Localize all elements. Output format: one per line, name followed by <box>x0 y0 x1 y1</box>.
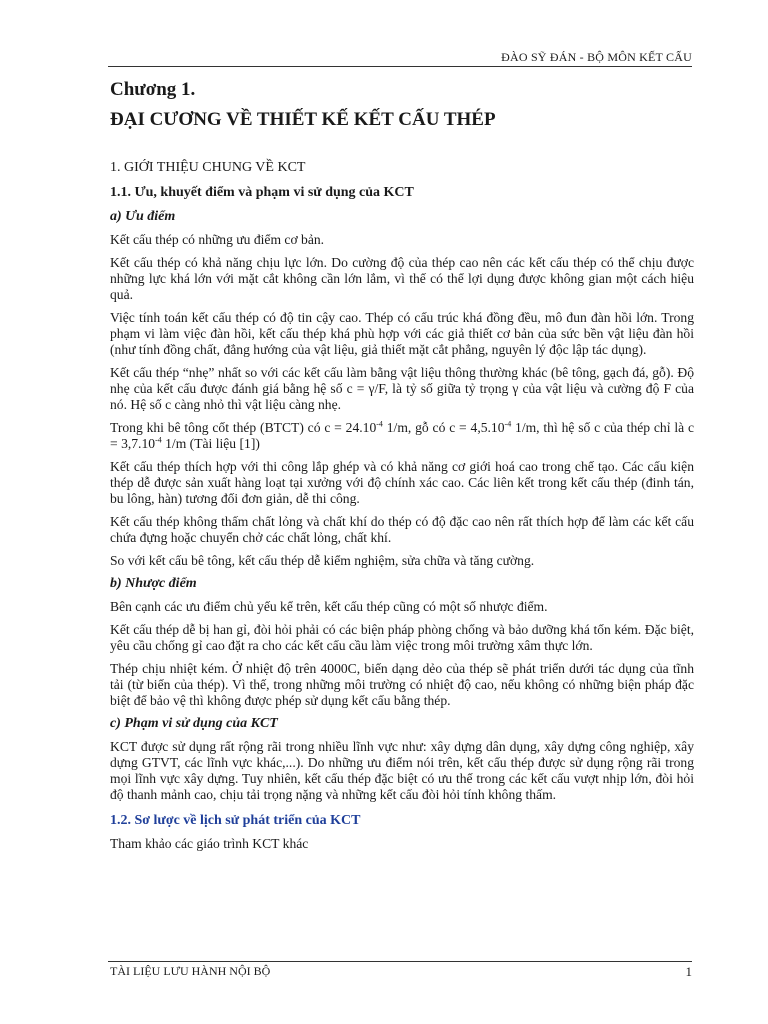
paragraph: Kết cấu thép có những ưu điểm cơ bản. <box>110 232 325 247</box>
paragraph: Kết cấu thép không thấm chất lỏng và chất khí do thép có độ đặc cao nên rất thích hợp để làm các kết cấu chứa đựng hoặc chuyển chở các chất lỏng, chất khí. <box>110 514 694 545</box>
text-run: 1/m, gỗ có c = 4,5.10 <box>382 420 505 435</box>
text-run: 1/m (Tài liệu [1]) <box>161 436 260 451</box>
section-heading: 1. GIỚI THIỆU CHUNG VỀ KCT <box>110 160 306 175</box>
paragraph: Thép chịu nhiệt kém. Ở nhiệt độ trên 4000C, biến dạng dẻo của thép sẽ phát triển dưới tác dụng của tĩnh tải (từ biến của thép). Vì thế, trong những môi trường có nhiệt độ cao, nếu không có những biện pháp đặc biệt để bảo vệ thì không được phép sử dụng kết cấu bằng thép. <box>110 661 694 708</box>
text-run: Trong khi bê tông cốt thép (BTCT) có c = 24.10 <box>110 420 377 435</box>
paragraph: Tham khảo các giáo trình KCT khác <box>110 836 309 851</box>
running-header: ĐÀO SỸ ĐÁN - BỘ MÔN KẾT CẤU <box>501 50 692 64</box>
paragraph-coefficients <box>110 420 694 452</box>
paragraph: Kết cấu thép thích hợp với thi công lắp ghép và có khả năng cơ giới hoá cao trong chế tạo. Các cấu kiện thép dễ được sản xuất hàng loạt tại xưởng với độ chính xác cao. Các liên kết trong kết cấu thép (đinh tán, bu lông, hàn) tương đối đơn giản, dễ thi công. <box>110 459 694 506</box>
superscript: -4 <box>504 419 512 429</box>
paragraph: Kết cấu thép dễ bị han gỉ, đòi hỏi phải có các biện pháp phòng chống và bảo dưỡng khá tốn kém. Đặc biệt, yêu cầu chống gỉ cao đặt ra cho các kết cấu cầu làm việc trong môi trường xâm thực lớn. <box>110 622 694 653</box>
paragraph: KCT được sử dụng rất rộng rãi trong nhiều lĩnh vực như: xây dựng dân dụng, xây dựng công nghiệp, xây dựng GTVT, các lĩnh vực khác,...). Do những ưu điểm nói trên, kết cấu thép được sử dụng rộng rãi trong mọi lĩnh vực xây dựng. Tuy nhiên, kết cấu thép đặc biệt có ưu thế trong các kết cấu vượt nhịp lớn, đòi hỏi độ thanh mảnh cao, chịu tải trọng nặng và những kết cấu đòi hỏi tính không thấm. <box>110 739 694 802</box>
paragraph: Việc tính toán kết cấu thép có độ tin cậy cao. Thép có cấu trúc khá đồng đều, mô đun đàn hồi lớn. Trong phạm vi làm việc đàn hồi, kết cấu thép khá phù hợp với các giả thiết cơ bản của sức bền vật liệu đàn hồi (như tính đồng chất, đẳng hướng của vật liệu, giả thiết mặt cắt phẳng, nguyên lý độc lập tác dụng). <box>110 310 694 357</box>
page-number: 1 <box>685 964 692 979</box>
paragraph: Bên cạnh các ưu điểm chủ yếu kể trên, kết cấu thép cũng có một số nhược điểm. <box>110 599 548 614</box>
subsection-heading: 1.1. Ưu, khuyết điểm và phạm vi sử dụng của KCT <box>110 185 414 200</box>
advantages-heading: a) Ưu điểm <box>110 209 176 224</box>
footer-label: TÀI LIỆU LƯU HÀNH NỘI BỘ <box>110 964 271 978</box>
superscript: -4 <box>376 419 383 429</box>
chapter-number: Chương 1. <box>110 79 196 100</box>
footer-divider <box>108 961 692 962</box>
paragraph: Kết cấu thép có khả năng chịu lực lớn. Do cường độ của thép cao nên các kết cấu thép có thể chịu được những lực khá lớn với mặt cắt không cần lớn lắm, vì thế có thể lợi dụng được không gian một cách hiệu quả. <box>110 255 694 302</box>
page-body <box>110 76 694 852</box>
disadvantages-heading: b) Nhược điểm <box>110 576 197 591</box>
history-subsection-heading: 1.2. Sơ lược về lịch sử phát triển của KCT <box>110 813 361 828</box>
superscript: -4 <box>155 435 162 445</box>
chapter-title: ĐẠI CƯƠNG VỀ THIẾT KẾ KẾT CẤU THÉP <box>110 109 496 130</box>
header-divider <box>108 66 692 67</box>
scope-heading: c) Phạm vi sử dụng của KCT <box>110 716 278 731</box>
text-run: 1/m, thì hệ số c của thép chỉ là c = 3,7.10 <box>110 420 694 451</box>
paragraph: Kết cấu thép “nhẹ” nhất so với các kết cấu làm bằng vật liệu thông thường khác (bê tông, gạch đá, gỗ). Độ nhẹ của kết cấu được đánh giá bằng hệ số c = γ/F, là tỷ số giữa tỷ trọng γ của vật liệu và cường độ F của nó. Hệ số c càng nhỏ thì vật liệu càng nhẹ. <box>110 365 694 412</box>
paragraph: So với kết cấu bê tông, kết cấu thép dễ kiểm nghiệm, sửa chữa và tăng cường. <box>110 553 535 568</box>
